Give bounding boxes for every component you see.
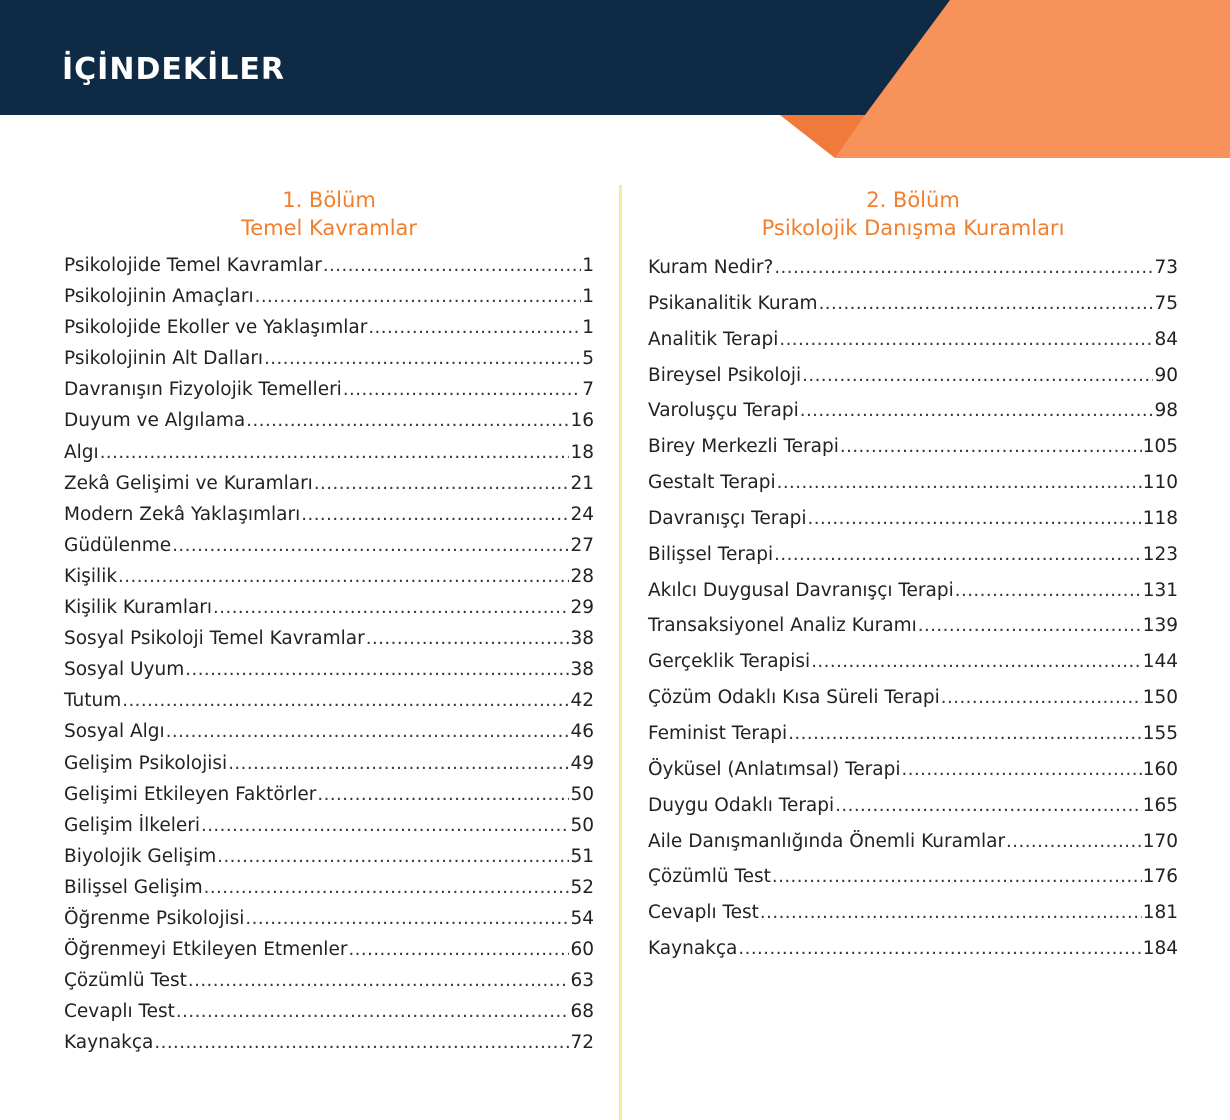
toc-entry-title: Psikanalitik Kuram [648,292,818,314]
toc-entry [648,537,1178,573]
dot-leader [835,788,1142,824]
toc-entry [64,561,594,592]
toc-entry-title: Analitik Terapi [648,328,779,350]
dot-leader [802,358,1153,394]
toc-entry [648,895,1178,931]
toc-entry-page: 49 [570,752,594,774]
toc-entry [64,934,594,965]
toc-entry-title: Aile Danışmanlığında Önemli Kuramlar [648,830,1006,852]
dot-leader [738,931,1141,967]
toc-entry-page: 28 [570,565,594,587]
toc-entry-title: Gelişim Psikolojisi [64,752,228,774]
dot-leader [772,859,1142,895]
toc-entry-title: Çözümlü Test [64,970,187,992]
toc-entry [64,250,594,281]
toc-entry-title: Davranışçı Terapi [648,507,807,529]
dot-leader [788,716,1142,752]
dot-leader [122,685,569,716]
toc-entry-page: 165 [1142,794,1178,816]
dot-leader [185,654,569,685]
toc-entry-title: Sosyal Uyum [64,659,185,681]
toc-entry [648,358,1178,394]
toc-entry-title: Duyum ve Algılama [64,410,246,432]
dot-leader [1006,824,1142,860]
toc-entry [648,931,1178,967]
toc-entry-title: Varoluşçu Terapi [648,400,799,422]
dot-leader [255,281,582,312]
dot-leader [314,468,570,499]
toc-entry-page: 184 [1142,938,1178,960]
toc-entry [64,810,594,841]
toc-entry-title: Güdülenme [64,534,172,556]
dot-leader [264,343,581,374]
toc-entry-title: Gerçeklik Terapisi [648,651,811,673]
dot-leader [800,393,1154,429]
toc-entry-title: Gelişimi Etkileyen Faktörler [64,783,317,805]
toc-entry-page: 24 [570,503,594,525]
toc-entry-page: 1 [582,255,594,276]
toc-entry [64,996,594,1027]
column-divider [619,185,622,1120]
section-title: Psikolojik Danışma Kuramları [761,216,1065,240]
toc-entry [64,654,594,685]
toc-entry-page: 38 [570,659,594,681]
toc-entry-title: Psikolojide Ekoller ve Yaklaşımlar [64,317,368,339]
dot-leader [228,748,569,779]
section-number: 2. Bölüm [866,188,960,212]
toc-entry-page: 90 [1154,364,1178,386]
page-title: İÇİNDEKİLER [62,52,285,87]
toc-entry-title: Algı [64,441,99,463]
dot-leader [204,872,570,903]
toc-entry-page: 144 [1142,651,1178,673]
toc-entry [648,286,1178,322]
toc-entry-title: Psikolojinin Alt Dalları [64,348,264,370]
toc-entry [64,405,594,436]
dot-leader [217,841,569,872]
toc-entry [648,250,1178,286]
section-heading [648,186,1178,244]
toc-entry-title: Cevaplı Test [648,902,759,924]
toc-entry-title: Duygu Odaklı Terapi [648,794,835,816]
toc-entry [64,685,594,716]
dot-leader [774,537,1142,573]
toc-list [648,250,1178,967]
toc-entry [64,623,594,654]
toc-entry-title: Öğrenmeyi Etkileyen Etmenler [64,939,348,961]
toc-entry-title: Kaynakça [648,938,738,960]
toc-entry [64,499,594,530]
toc-entry-page: 105 [1142,436,1178,458]
toc-entry [648,465,1178,501]
toc-entry-page: 1 [582,317,594,339]
toc-entry-page: 131 [1142,579,1178,601]
toc-entry-title: Feminist Terapi [648,722,788,744]
toc-entry-page: 68 [570,1001,594,1023]
dot-leader [246,405,569,436]
toc-entry-title: Tutum [64,690,122,712]
toc-entry [648,716,1178,752]
section-title: Temel Kavramlar [240,216,418,240]
toc-entry-page: 50 [570,814,594,836]
toc-entry [64,841,594,872]
toc-entry-page: 75 [1154,292,1178,314]
toc-list [64,250,594,1058]
toc-entry [64,312,594,343]
section-number: 1. Bölüm [282,188,376,212]
toc-entry-page: 42 [570,690,594,712]
toc-entry-title: Birey Merkezli Terapi [648,436,839,458]
dot-leader [779,322,1153,358]
toc-entry [64,281,594,312]
toc-entry [64,374,594,405]
toc-entry [648,859,1178,895]
toc-entry [648,429,1178,465]
toc-entry-page: 139 [1142,615,1178,637]
toc-entry [64,530,594,561]
toc-entry-title: Modern Zekâ Yaklaşımları [64,503,301,525]
toc-entry-title: Bilişsel Terapi [648,543,774,565]
dot-leader [941,680,1142,716]
toc-entry-page: 52 [570,876,594,898]
toc-entry-title: Davranışın Fizyolojik Temelleri [64,379,342,401]
toc-entry-title: Akılcı Duygusal Davranışçı Terapi [648,579,954,601]
toc-entry-page: 98 [1154,400,1178,422]
toc-entry-page: 72 [570,1032,594,1054]
dot-leader [213,592,569,623]
dot-leader [245,903,569,934]
toc-entry-title: Kuram Nedir? [648,257,774,278]
dot-leader [323,250,581,281]
toc-entry-title: Psikolojide Temel Kavramlar [64,255,322,276]
toc-entry-page: 27 [570,534,594,556]
toc-entry [648,680,1178,716]
toc-entry-page: 38 [570,628,594,650]
toc-entry-title: Çözüm Odaklı Kısa Süreli Terapi [648,687,940,709]
toc-entry [64,468,594,499]
dot-leader [918,608,1142,644]
toc-entry [64,343,594,374]
toc-entry-title: Psikolojinin Amaçları [64,286,254,308]
dot-leader [760,895,1142,931]
dot-leader [902,752,1142,788]
toc-entry [648,608,1178,644]
toc-entry-page: 84 [1154,328,1178,350]
toc-entry-page: 176 [1142,866,1178,888]
dot-leader [777,465,1142,501]
dot-leader [808,501,1142,537]
toc-entry [648,644,1178,680]
toc-entry-page: 1 [582,286,594,308]
toc-entry-title: Sosyal Psikoloji Temel Kavramlar [64,628,365,650]
toc-entry [64,1027,594,1058]
toc-entry-page: 54 [570,907,594,929]
toc-entry [648,322,1178,358]
dot-leader [176,996,570,1027]
toc-entry-page: 50 [570,783,594,805]
toc-entry [64,872,594,903]
dot-leader [166,716,570,747]
toc-entry-page: 170 [1142,830,1178,852]
toc-entry [648,788,1178,824]
dot-leader [343,374,581,405]
dot-leader [819,286,1154,322]
dot-leader [811,644,1141,680]
toc-entry-title: Sosyal Algı [64,721,165,743]
toc-entry-page: 16 [570,410,594,432]
toc-entry-page: 29 [570,597,594,619]
dot-leader [955,573,1142,609]
dot-leader [366,623,570,654]
toc-entry-title: Kişilik [64,565,118,587]
toc-entry [648,752,1178,788]
toc-entry-title: Gelişim İlkeleri [64,814,200,836]
toc-entry-page: 73 [1154,257,1178,278]
toc-entry-page: 7 [582,379,594,401]
toc-entry-page: 21 [570,472,594,494]
toc-entry-title: Biyolojik Gelişim [64,845,217,867]
toc-entry-page: 155 [1142,722,1178,744]
section-heading [64,186,594,244]
toc-entry-page: 46 [570,721,594,743]
dot-leader [840,429,1142,465]
toc-entry-title: Öğrenme Psikolojisi [64,907,245,929]
toc-entry [64,779,594,810]
dot-leader [368,312,581,343]
toc-entry-title: Gestalt Terapi [648,472,776,494]
dot-leader [201,810,569,841]
toc-entry-title: Bireysel Psikoloji [648,364,802,386]
toc-entry-page: 60 [570,939,594,961]
toc-entry-page: 18 [570,441,594,463]
toc-entry-page: 63 [570,970,594,992]
toc-entry-title: Bilişsel Gelişim [64,876,203,898]
toc-entry [648,393,1178,429]
toc-entry [64,716,594,747]
toc-entry [648,501,1178,537]
toc-entry-title: Zekâ Gelişimi ve Kuramları [64,472,313,494]
toc-entry-title: Çözümlü Test [648,866,771,888]
toc-column-part-2 [648,186,1178,967]
toc-entry-page: 123 [1142,543,1178,565]
toc-entry-title: Öyküsel (Anlatımsal) Terapi [648,758,901,780]
toc-entry-page: 118 [1142,507,1178,529]
toc-entry-title: Cevaplı Test [64,1001,175,1023]
dot-leader [100,437,570,468]
toc-entry-title: Transaksiyonel Analiz Kuramı [648,615,917,637]
dot-leader [774,250,1153,286]
toc-column-part-1 [64,186,594,1058]
toc-entry [64,592,594,623]
toc-entry-page: 150 [1142,687,1178,709]
toc-entry-title: Kaynakça [64,1032,154,1054]
toc-entry [64,437,594,468]
toc-entry [648,824,1178,860]
toc-entry [64,748,594,779]
toc-entry-page: 181 [1142,902,1178,924]
toc-entry [64,965,594,996]
dot-leader [348,934,569,965]
toc-entry-page: 110 [1142,472,1178,494]
dot-leader [172,530,569,561]
dot-leader [317,779,569,810]
dot-leader [118,561,569,592]
dot-leader [188,965,570,996]
toc-entry-page: 160 [1142,758,1178,780]
toc-entry-page: 51 [570,845,594,867]
toc-entry [648,573,1178,609]
dot-leader [301,499,569,530]
toc-entry-page: 5 [582,348,594,370]
toc-entry [64,903,594,934]
toc-entry-title: Kişilik Kuramları [64,597,213,619]
dot-leader [154,1027,569,1058]
